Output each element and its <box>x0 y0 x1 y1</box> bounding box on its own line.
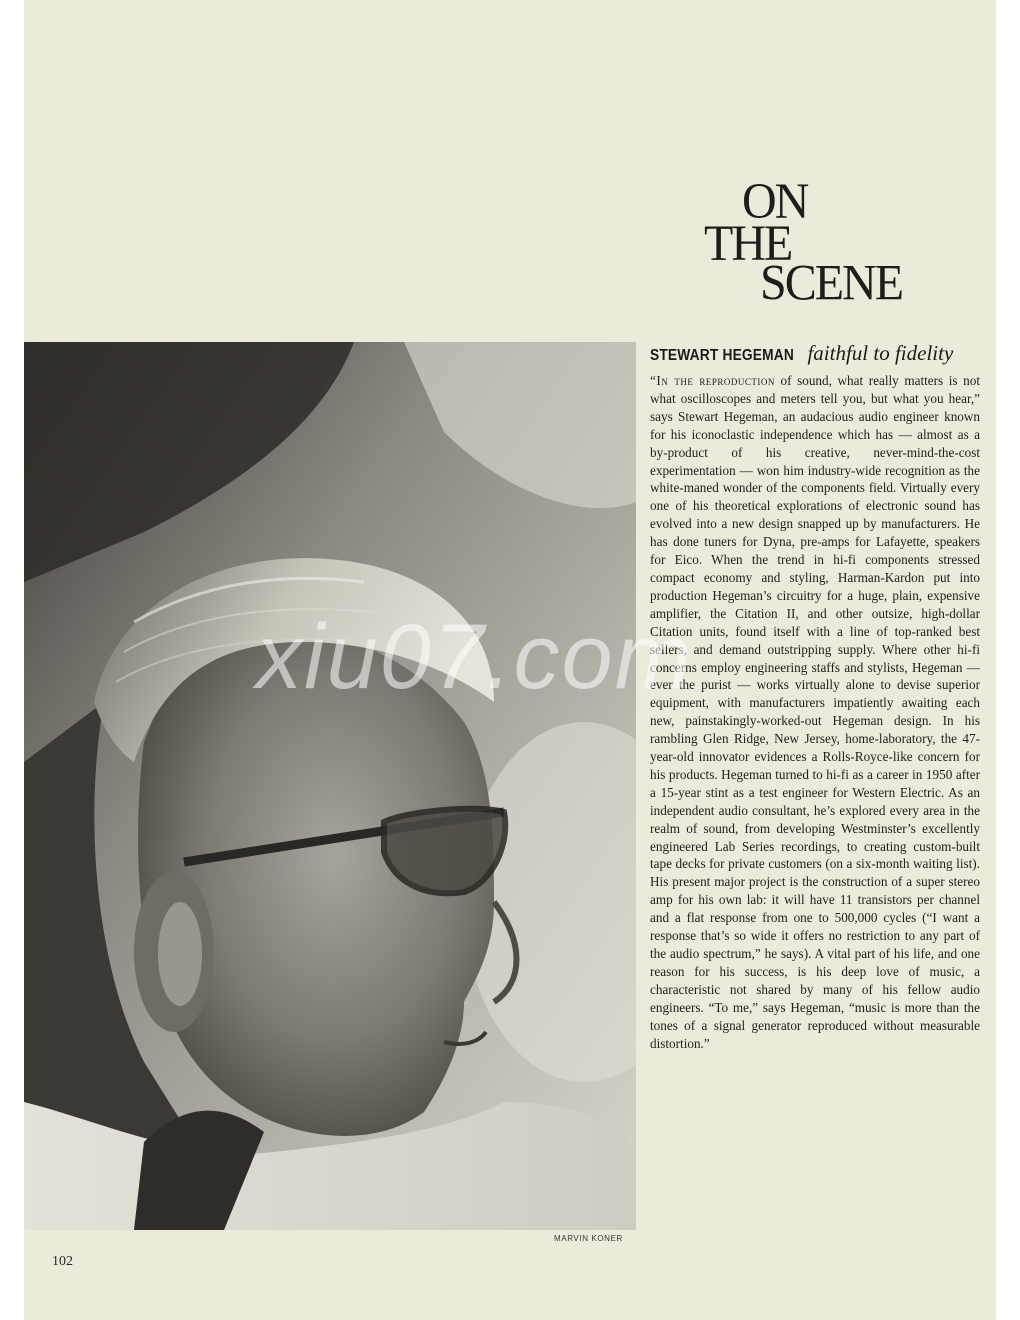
section-masthead <box>704 173 944 312</box>
article-tagline: faithful to fidelity <box>807 341 954 365</box>
masthead-on: ON <box>742 173 808 230</box>
article-column <box>650 340 980 1052</box>
article-body <box>650 372 980 1052</box>
magazine-page <box>24 0 996 1320</box>
portrait-photo <box>24 342 636 1230</box>
photo-credit: MARVIN KONER <box>554 1234 623 1243</box>
portrait-illustration <box>24 342 636 1230</box>
masthead-scene: SCENE <box>760 255 903 312</box>
lead-in-text: “In the reproduction <box>650 373 775 388</box>
subject-name: STEWART HEGEMAN <box>650 347 795 364</box>
body-paragraph: of sound, what really matters is not what oscilloscopes and meters tell you, but what you hear,” says Stewart Hegeman, an audacious audio engineer known for his iconoclastic independence which has — almost as a by-product of his creative, never-mind-the-cost experimentation — won him industry-wide recognition as the white-maned wonder of the components field. Virtually every one of his theoretical explorations of electronic sound has evolved into a new design snapped up by manufacturers. He has done tuners for Dyna, pre-amps for Lafayette, speakers for Eico. When the trend in hi-fi components stressed compact economy and styling, Harman-Kardon put into production Hegeman’s circuitry for a huge, plain, expensive amplifier, the Citation II, and other outsize, high-dollar Citation units, found itself with a line of top-ranked best sellers, and demand outstripping supply. Where other hi-fi concerns employ engineering staffs and stylists, Hegeman — ever the purist — works virtually alone to devise superior equipment, with manufacturers impatiently awaiting each new, painstakingly-worked-out Hegeman design. In his rambling Glen Ridge, New Jersey, home-laboratory, the 47-year-old innovator evidences a Rolls-Royce-like concern for his products. Hegeman turned to hi-fi as a career in 1950 after a 15-year stint as a test engineer for Western Electric. As an independent audio consultant, he’s explored every area in the realm of sound, from developing Westminster’s excellently engineered Lab Series recordings, to creating custom-built tape decks for private customers (on a six-month waiting list). His present major project is the construction of a super stereo amp for his own lab: it will have 11 transistors per channel and a flat response from one to 500,000 cycles (“I want a response that’s so wide it offers no restriction to any part of the audio spectrum,” he says). A vital part of his life, and one reason for his success, is his deep love of music, a characteristic not shared by many of his fellow audio engineers. “To me,” says Hegeman, “music is more than the tones of a signal generator reproduced without measurable distortion.” <box>650 373 980 1051</box>
masthead-the: THE <box>704 215 792 272</box>
watermark-text: xiu07.com <box>256 606 694 708</box>
article-headline <box>650 340 980 366</box>
page-number: 102 <box>52 1254 73 1269</box>
